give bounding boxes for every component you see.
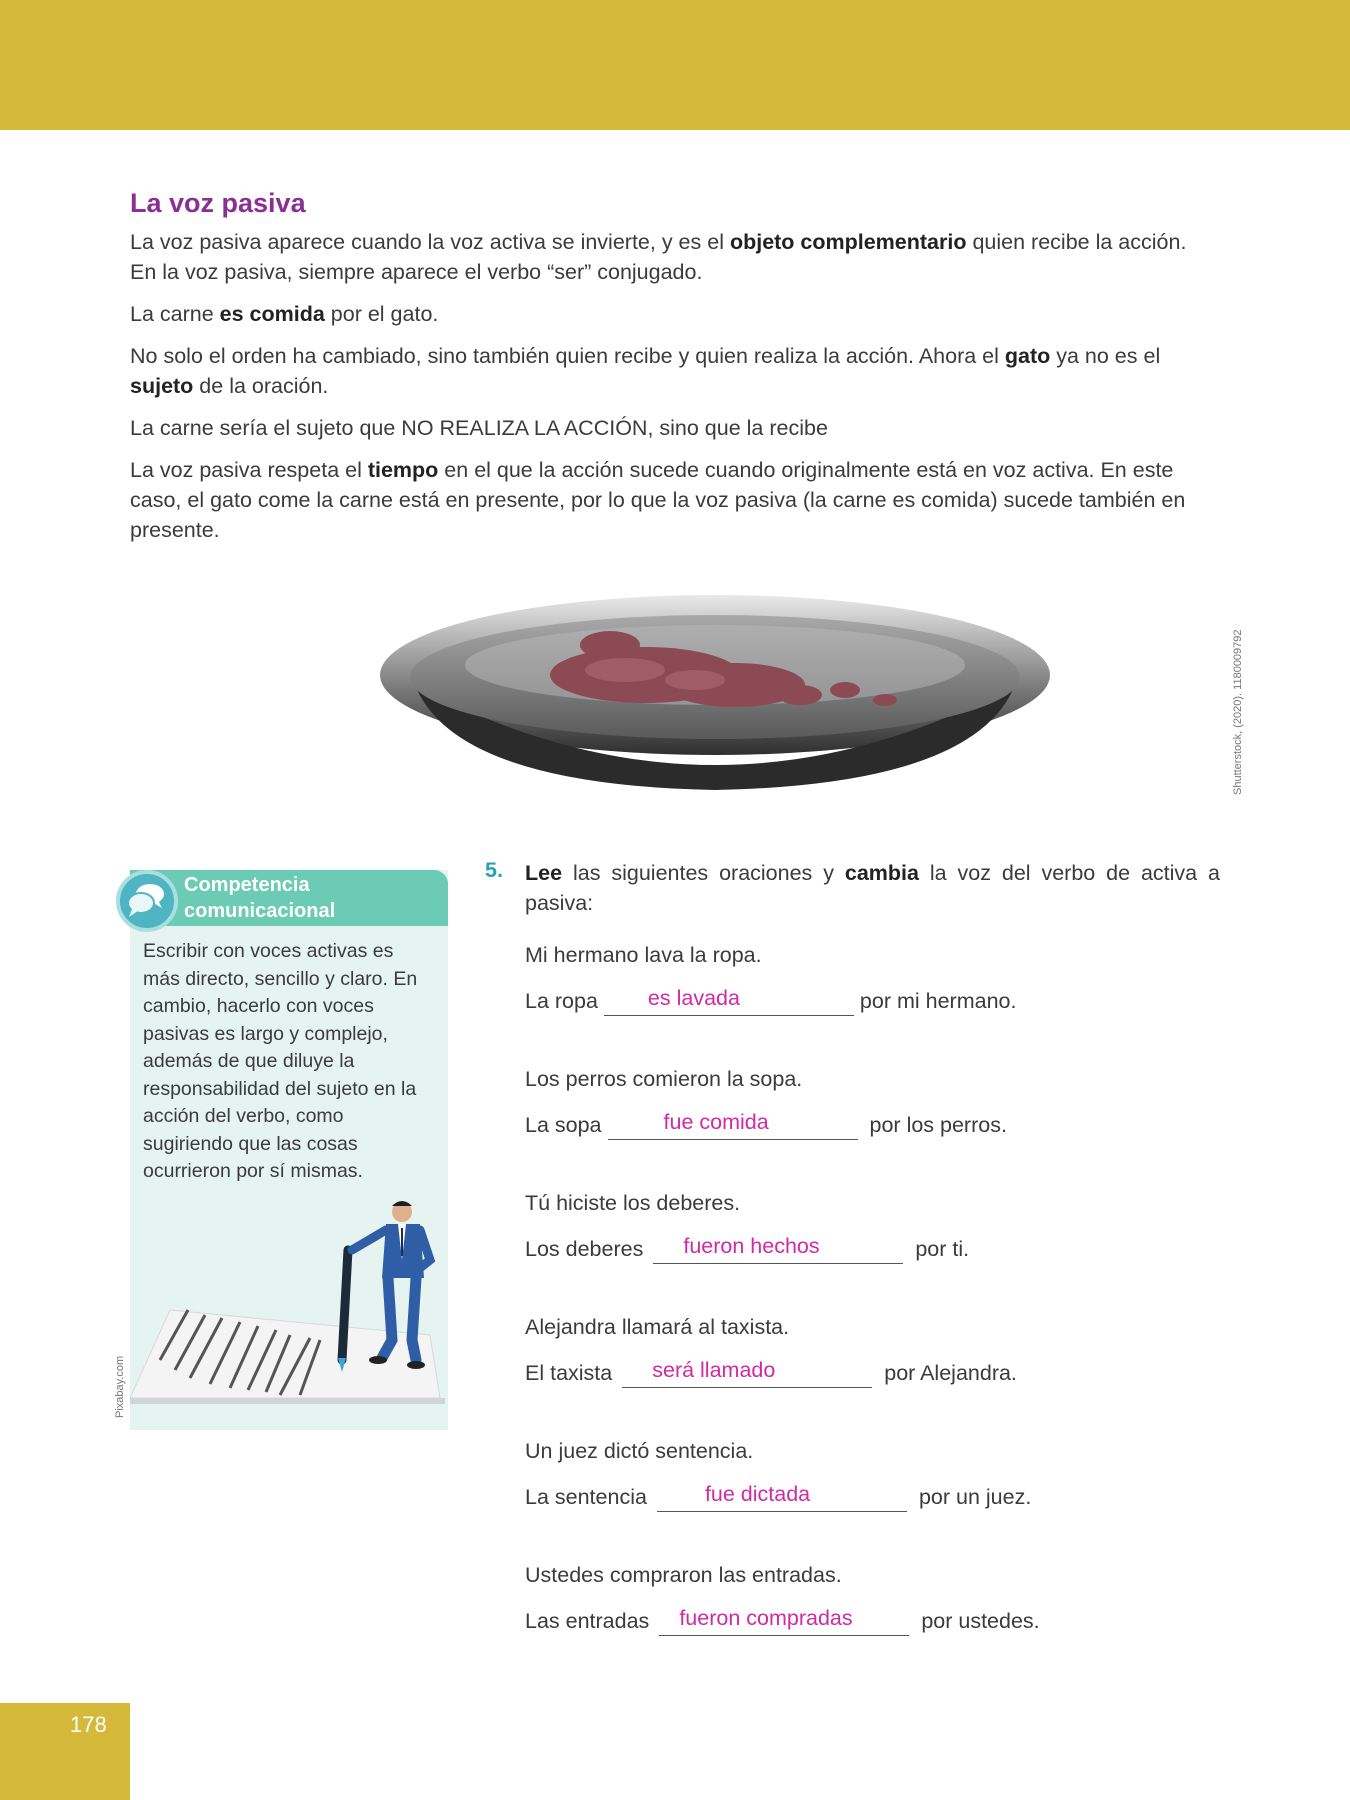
paragraph-tense <box>130 455 1200 545</box>
text: las siguientes oraciones y <box>562 861 845 885</box>
answer-blank[interactable] <box>653 1233 903 1264</box>
page-number: 178 <box>70 1712 107 1737</box>
text: por el gato. <box>324 302 439 326</box>
text: la voz del verbo de activa a pasiva: <box>525 861 1220 915</box>
exercise-instruction <box>525 858 1220 918</box>
text: La voz pasiva respeta el <box>130 458 368 482</box>
page-number-tab <box>0 1703 130 1800</box>
active-sentence: Alejandra llamará al taxista. <box>525 1315 790 1339</box>
passive-sentence <box>525 1605 1040 1636</box>
sentence-prefix: Las entradas <box>525 1609 650 1633</box>
sentence-suffix: por los perros. <box>869 1113 1007 1137</box>
sentence-prefix: El taxista <box>525 1361 613 1385</box>
paragraph-subject: La carne sería el sujeto que NO REALIZA LA ACCIÓN, sino que la recibe <box>130 416 828 440</box>
sidebar-title-line: Competencia <box>184 874 310 896</box>
bold-text: tiempo <box>367 458 439 482</box>
active-sentence: Ustedes compraron las entradas. <box>525 1563 842 1587</box>
exercise-item <box>525 1560 1215 1684</box>
passive-sentence <box>525 985 1016 1016</box>
main-content <box>130 188 1200 557</box>
sidebar-credit: Pixabay.com <box>114 1355 126 1418</box>
paragraph-definition <box>130 227 1200 287</box>
answer-text: es lavada <box>647 986 740 1010</box>
exercise-item <box>525 1436 1215 1560</box>
answer-text: fueron compradas <box>679 1606 853 1630</box>
answer-blank[interactable] <box>657 1481 907 1512</box>
sidebar-header <box>130 870 448 926</box>
answer-blank[interactable] <box>659 1605 909 1636</box>
sentence-suffix: por mi hermano. <box>859 989 1017 1013</box>
sentence-suffix: por ustedes. <box>921 1609 1040 1633</box>
exercise-item <box>525 1188 1215 1312</box>
text: No solo el orden ha cambiado, sino también quien recibe y quien realiza la acción. Ahora el <box>130 344 1005 368</box>
exercise-items <box>525 940 1215 1684</box>
answer-text: fue dictada <box>704 1482 811 1506</box>
answer-blank[interactable] <box>622 1357 872 1388</box>
sentence-prefix: Los deberes <box>525 1237 644 1261</box>
text: en el que la acción sucede cuando originalmente está en voz activa. En este caso, el gato come la carne está en presente, por lo que la voz pasiva (la carne es comida) sucede también en presente. <box>130 458 1186 542</box>
exercise-item <box>525 1312 1215 1436</box>
answer-blank[interactable] <box>608 1109 858 1140</box>
active-sentence: Tú hiciste los deberes. <box>525 1191 741 1215</box>
top-color-band <box>0 0 1350 130</box>
active-sentence: Mi hermano lava la ropa. <box>525 943 762 967</box>
exercise-5 <box>485 858 1220 1633</box>
sentence-prefix: La ropa <box>525 989 598 1013</box>
passive-sentence <box>525 1481 1031 1512</box>
photo-credit: Shutterstock, (2020). 1180009792 <box>1232 629 1244 795</box>
text: La carne <box>130 302 220 326</box>
active-sentence: Los perros comieron la sopa. <box>525 1067 803 1091</box>
exercise-number: 5. <box>485 858 503 882</box>
bold-text: sujeto <box>130 374 194 398</box>
speech-bubbles-icon <box>116 870 178 932</box>
answer-blank[interactable] <box>604 985 854 1016</box>
sentence-prefix: La sopa <box>525 1113 602 1137</box>
section-title: La voz pasiva <box>130 188 306 218</box>
text: de la oración. <box>193 374 329 398</box>
answer-text: fueron hechos <box>683 1234 820 1258</box>
active-sentence: Un juez dictó sentencia. <box>525 1439 754 1463</box>
bold-text: objeto complementario <box>729 230 967 254</box>
bold-text: es comida <box>219 302 325 326</box>
businessman-pen-illustration <box>130 1190 448 1430</box>
answer-text: fue comida <box>663 1110 769 1134</box>
paragraph-example <box>130 299 1200 329</box>
sentence-suffix: por Alejandra. <box>884 1361 1017 1385</box>
paragraph-order <box>130 341 1200 401</box>
text: ya no es el <box>1050 344 1161 368</box>
sidebar-text: Escribir con voces activas es más directo, sencillo y claro. En cambio, hacerlo con voces pasivas es largo y complejo, además de que diluye la responsabilidad del sujeto en la acción del verbo, como sugiriendo que las cosas ocurrieron por sí mismas. <box>143 940 418 1182</box>
passive-sentence <box>525 1357 1017 1388</box>
sidebar-title-line: comunicacional <box>184 900 336 922</box>
sentence-suffix: por ti. <box>915 1237 970 1261</box>
text: quien recibe la acción. En la voz pasiva, siempre aparece el verbo “ser” conjugado. <box>130 230 1187 284</box>
sidebar-title <box>184 872 335 924</box>
passive-sentence <box>525 1109 1007 1140</box>
sentence-prefix: La sentencia <box>525 1485 647 1509</box>
bold-text: cambia <box>844 861 919 885</box>
exercise-item <box>525 940 1215 1064</box>
competencia-sidebar <box>130 870 448 1430</box>
sentence-suffix: por un juez. <box>918 1485 1032 1509</box>
bold-text: gato <box>1004 344 1051 368</box>
answer-text: será llamado <box>652 1358 776 1382</box>
meat-plate-photo <box>375 585 1055 795</box>
text: La voz pasiva aparece cuando la voz activa se invierte, y es el <box>130 230 730 254</box>
exercise-item <box>525 1064 1215 1188</box>
bold-text: Lee <box>525 861 563 885</box>
passive-sentence <box>525 1233 969 1264</box>
